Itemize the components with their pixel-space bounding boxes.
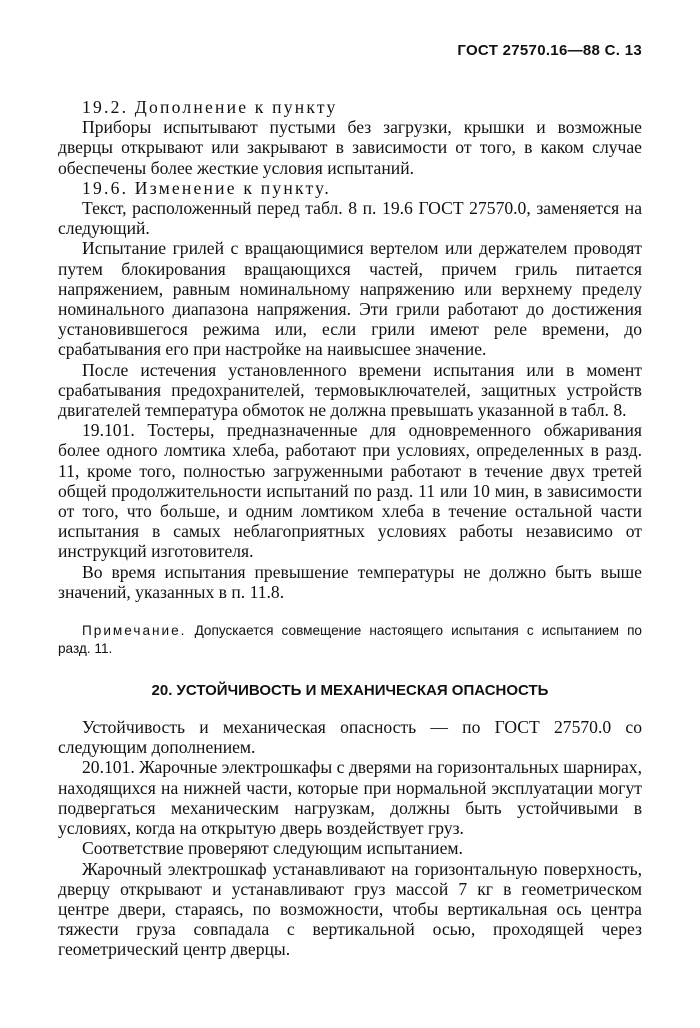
- note-text: Допускается совмещение настоящего испытания с испытанием по разд. 11.: [58, 623, 642, 657]
- clause-19-6-intro: Текст, расположенный перед табл. 8 п. 19.6 ГОСТ 27570.0, заменяется на следующий.: [58, 198, 642, 239]
- compliance-check-paragraph: Соответствие проверяют следующим испытанием.: [82, 838, 463, 859]
- section-20-intro: Устойчивость и механическая опасность — по ГОСТ 27570.0 со следующим дополнением.: [58, 717, 642, 758]
- page-header: ГОСТ 27570.16—88 С. 13: [457, 42, 642, 59]
- after-test-paragraph: После истечения установленного времени испытания или в момент срабатывания предохранителей, термовыключателей, защитных устройств двигателей температура обмоток не должна превышать указанной в табл. 8.: [58, 359, 642, 421]
- section-20-title: 20. УСТОЙЧИВОСТЬ И МЕХАНИЧЕСКАЯ ОПАСНОСТЬ: [151, 682, 549, 700]
- temperature-limit-paragraph: Во время испытания превышение температуры не должно быть выше значений, указанных в п. 11.8.: [58, 561, 642, 602]
- clause-19-2-heading: 19.2. Дополнение к пункту: [82, 97, 338, 117]
- clause-19-2-text: Приборы испытывают пустыми без загрузки, крышки и возможные дверцы открывают или закрывают в зависимости от того, в каком случае обеспечены более жесткие условия испытаний.: [58, 117, 642, 178]
- oven-test-paragraph: Жарочный электрошкаф устанавливают на горизонтальную поверхность, дверцу открывают и устанавливают груз массой 7 кг в геометрическом центре двери, стараясь, по возможности, чтобы вертикальная ось центра тяжести груза совпадала с вертикальной осью, проходящей через геометрический центр дверцы.: [58, 858, 642, 960]
- grill-test-paragraph: Испытание грилей с вращающимися вертелом или держателем проводят путем блокирования вращающихся частей, причем гриль питается напряжением, равным номинальному напряжению или верхнему пределу номинального диапазона напряжения. Эти грили работают до достижения установившегося режима или, если грили имеют реле времени, до срабатывания его при настройке на наивысшее значение.: [58, 238, 642, 360]
- clause-19-6-heading: 19.6. Изменение к пункту.: [82, 177, 331, 198]
- clause-19-101-paragraph: 19.101. Тостеры, предназначенные для одновременного обжаривания более одного ломтика хлеба, работают при условиях, определенных в разд. 11, кроме того, полностью загруженными работают в течение двух третей общей продолжительности испытаний по разд. 11 или 10 мин, в зависимости от того, что больше, и одним ломтиком хлеба в течение остальной части испытания в самых неблагоприятных условиях работы независимо от инструкций изготовителя.: [58, 420, 642, 562]
- clause-20-101-paragraph: 20.101. Жарочные электрошкафы с дверями на горизонтальных шарнирах, находящихся на нижней части, которые при нормальной эксплуатации могут подвергаться механическим нагрузкам, должны быть устойчивыми в условиях, когда на открытую дверь воздействует груз.: [58, 757, 643, 839]
- note: [58, 622, 642, 658]
- note-label: Примечание.: [82, 623, 187, 639]
